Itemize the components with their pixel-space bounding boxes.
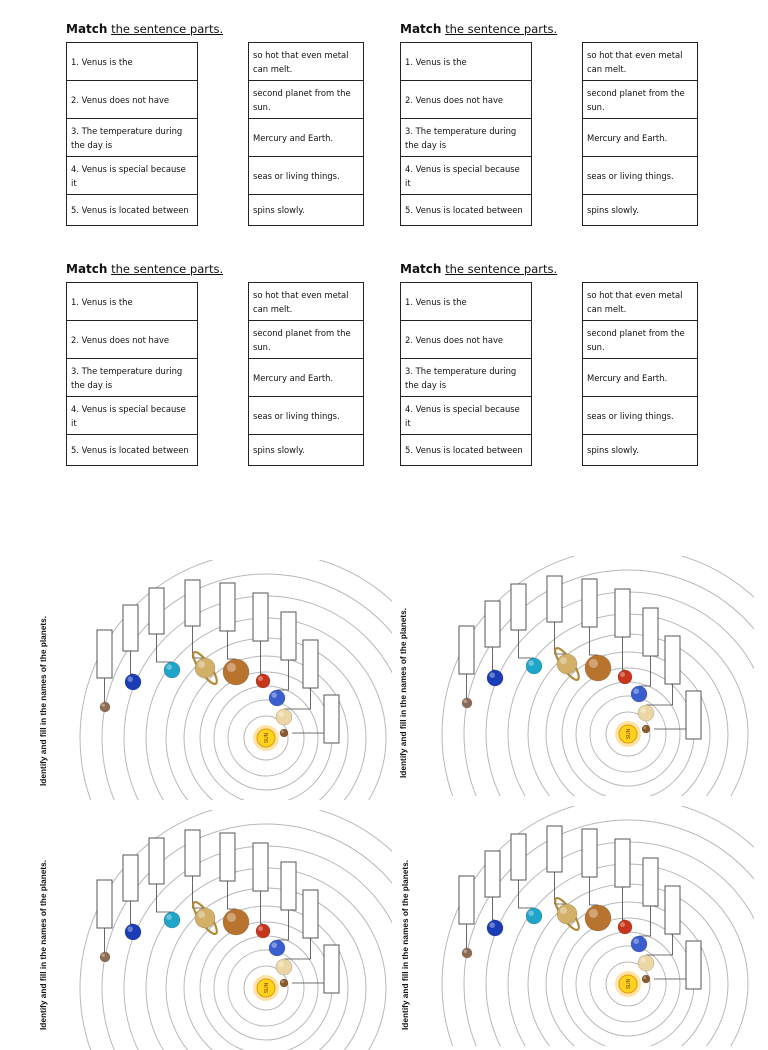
label-connector-line bbox=[519, 880, 535, 908]
planet-body bbox=[223, 659, 249, 685]
sentence-start-cell: 2. Venus does not have bbox=[67, 321, 198, 359]
neptune-planet bbox=[125, 674, 141, 690]
planet-body bbox=[100, 952, 110, 962]
planet-highlight bbox=[528, 660, 534, 666]
worksheet-title-rest: the sentence parts. bbox=[111, 262, 224, 276]
pluto-planet bbox=[100, 702, 110, 712]
planet-highlight bbox=[102, 704, 106, 708]
planet-body bbox=[638, 705, 654, 721]
label-connector-line bbox=[157, 634, 173, 662]
mercury-planet bbox=[642, 725, 650, 733]
planet-body bbox=[276, 709, 292, 725]
label-connector-line bbox=[131, 901, 134, 924]
solar-system-svg bbox=[384, 556, 754, 796]
planet-highlight bbox=[127, 926, 133, 932]
mercury-planet bbox=[642, 975, 650, 983]
planet-name-box[interactable] bbox=[547, 826, 562, 872]
earth-planet bbox=[631, 686, 647, 702]
planet-highlight bbox=[620, 672, 625, 677]
sentence-start-cell: 1. Venus is the bbox=[401, 43, 532, 81]
planet-highlight bbox=[278, 961, 284, 967]
planet-name-box[interactable] bbox=[281, 612, 296, 660]
sentence-start-cell: 3. The temperature during the day is bbox=[401, 359, 532, 397]
venus-planet bbox=[638, 955, 654, 971]
sentence-start-cell: 3. The temperature during the day is bbox=[67, 119, 198, 157]
planet-highlight bbox=[489, 672, 495, 678]
planet-name-box[interactable] bbox=[485, 851, 500, 897]
sentence-end-cell: seas or living things. bbox=[249, 157, 364, 195]
sentence-end-cell: second planet from the sun. bbox=[583, 321, 698, 359]
planet-highlight bbox=[198, 661, 205, 668]
sentence-start-cell: 1. Venus is the bbox=[401, 283, 532, 321]
earth-planet bbox=[631, 936, 647, 952]
planet-body bbox=[642, 975, 650, 983]
planet-highlight bbox=[643, 726, 646, 729]
diagram-instruction-caption: Identify and fill in the names of the planets. bbox=[398, 607, 408, 778]
planet-body bbox=[100, 702, 110, 712]
orbit-ring bbox=[508, 864, 748, 1046]
planet-body bbox=[462, 948, 472, 958]
planet-body bbox=[280, 979, 288, 987]
orbit-ring bbox=[146, 618, 386, 800]
planet-body bbox=[269, 690, 285, 706]
label-connector-line bbox=[493, 897, 496, 920]
worksheet-title-bold: Match bbox=[400, 22, 442, 36]
sun-label: SUN bbox=[264, 732, 270, 744]
planet-highlight bbox=[102, 954, 106, 958]
sentence-start-cell: 1. Venus is the bbox=[67, 283, 198, 321]
planet-highlight bbox=[227, 663, 236, 672]
label-connector-line bbox=[623, 637, 626, 670]
sentence-end-cell: spins slowly. bbox=[249, 435, 364, 466]
planet-body bbox=[280, 729, 288, 737]
venus-planet bbox=[638, 705, 654, 721]
sentence-end-cell: Mercury and Earth. bbox=[583, 119, 698, 157]
sentence-start-table bbox=[66, 282, 198, 466]
diagram-instruction-caption: Identify and fill in the names of the planets. bbox=[38, 615, 48, 786]
planet-highlight bbox=[560, 657, 567, 664]
planet-name-box[interactable] bbox=[185, 830, 200, 876]
neptune-planet bbox=[487, 670, 503, 686]
planet-highlight bbox=[271, 692, 277, 698]
diagram-instruction-caption: Identify and fill in the names of the planets. bbox=[400, 859, 410, 1030]
planet-body bbox=[618, 670, 632, 684]
planet-body bbox=[487, 920, 503, 936]
solar-system-svg bbox=[22, 560, 392, 800]
pluto-planet bbox=[462, 948, 472, 958]
sentence-end-cell: so hot that even metal can melt. bbox=[583, 43, 698, 81]
sentence-end-table bbox=[582, 42, 698, 226]
planet-name-box[interactable] bbox=[253, 593, 268, 641]
planet-name-box[interactable] bbox=[97, 880, 112, 928]
planet-name-box[interactable] bbox=[281, 862, 296, 910]
planet-name-box[interactable] bbox=[303, 640, 318, 688]
planet-body bbox=[585, 905, 611, 931]
planet-name-box[interactable] bbox=[686, 941, 701, 989]
planet-body bbox=[195, 658, 215, 678]
orbit-ring bbox=[464, 820, 754, 1046]
planet-highlight bbox=[198, 911, 205, 918]
planet-highlight bbox=[166, 914, 172, 920]
planet-name-box[interactable] bbox=[459, 626, 474, 674]
planet-name-box[interactable] bbox=[582, 579, 597, 627]
mars-planet bbox=[256, 674, 270, 688]
label-connector-line bbox=[493, 647, 496, 670]
planet-highlight bbox=[166, 664, 172, 670]
planet-name-box[interactable] bbox=[220, 583, 235, 631]
planet-name-box[interactable] bbox=[97, 630, 112, 678]
planet-body bbox=[276, 959, 292, 975]
planet-name-box[interactable] bbox=[547, 576, 562, 622]
planet-name-box[interactable] bbox=[149, 838, 164, 884]
sentence-start-cell: 4. Venus is special because it bbox=[67, 157, 198, 195]
planet-highlight bbox=[589, 659, 598, 668]
planet-name-box[interactable] bbox=[615, 589, 630, 637]
sun-label: SUN bbox=[626, 978, 632, 990]
sentence-start-cell: 2. Venus does not have bbox=[401, 321, 532, 359]
earth-planet bbox=[269, 940, 285, 956]
planet-name-box[interactable] bbox=[686, 691, 701, 739]
worksheet-title bbox=[400, 262, 557, 276]
planet-name-box[interactable] bbox=[665, 636, 680, 684]
sentence-start-cell: 5. Venus is located between bbox=[67, 195, 198, 226]
solar-system-diagram bbox=[384, 806, 754, 1046]
worksheet-title bbox=[400, 22, 557, 36]
neptune-planet bbox=[487, 920, 503, 936]
planet-body bbox=[631, 686, 647, 702]
planet-body bbox=[164, 662, 180, 678]
orbit-ring bbox=[102, 824, 392, 1050]
planet-name-box[interactable] bbox=[253, 843, 268, 891]
sentence-end-cell: so hot that even metal can melt. bbox=[249, 283, 364, 321]
jupiter-planet bbox=[585, 905, 611, 931]
orbit-ring bbox=[146, 868, 386, 1050]
planet-name-box[interactable] bbox=[185, 580, 200, 626]
diagram-instruction-caption: Identify and fill in the names of the planets. bbox=[38, 859, 48, 1030]
earth-planet bbox=[269, 690, 285, 706]
sentence-start-cell: 2. Venus does not have bbox=[67, 81, 198, 119]
planet-highlight bbox=[281, 980, 284, 983]
planet-name-box[interactable] bbox=[511, 834, 526, 880]
planet-highlight bbox=[464, 950, 468, 954]
planet-body bbox=[256, 924, 270, 938]
match-worksheet-top-right bbox=[400, 22, 740, 252]
sentence-end-table bbox=[582, 282, 698, 466]
planet-highlight bbox=[640, 957, 646, 963]
mercury-planet bbox=[280, 979, 288, 987]
sentence-end-cell: spins slowly. bbox=[249, 195, 364, 226]
worksheet-title-rest: the sentence parts. bbox=[445, 262, 558, 276]
sentence-end-cell: Mercury and Earth. bbox=[249, 359, 364, 397]
label-connector-line bbox=[467, 924, 468, 948]
match-worksheet-top-left bbox=[66, 22, 406, 252]
label-connector-line bbox=[105, 928, 106, 952]
label-connector-line bbox=[157, 884, 173, 912]
solar-system-diagram bbox=[384, 556, 754, 796]
orbit-ring bbox=[102, 574, 392, 800]
sentence-end-cell: so hot that even metal can melt. bbox=[583, 283, 698, 321]
uranus-planet bbox=[164, 662, 180, 678]
label-connector-line bbox=[467, 674, 468, 698]
uranus-planet bbox=[526, 658, 542, 674]
sentence-end-cell: spins slowly. bbox=[583, 195, 698, 226]
planet-name-box[interactable] bbox=[511, 584, 526, 630]
planet-highlight bbox=[560, 907, 567, 914]
sentence-start-cell: 4. Venus is special because it bbox=[401, 157, 532, 195]
worksheet-title-bold: Match bbox=[400, 262, 442, 276]
sentence-start-table bbox=[400, 42, 532, 226]
planet-name-box[interactable] bbox=[123, 855, 138, 901]
planet-highlight bbox=[528, 910, 534, 916]
orbit-ring bbox=[464, 570, 754, 796]
planet-highlight bbox=[589, 909, 598, 918]
planet-name-box[interactable] bbox=[615, 839, 630, 887]
label-connector-line bbox=[261, 641, 264, 674]
pluto-planet bbox=[100, 952, 110, 962]
label-connector-line bbox=[261, 891, 264, 924]
planet-body bbox=[557, 654, 577, 674]
sentence-end-table bbox=[248, 282, 364, 466]
planet-highlight bbox=[258, 926, 263, 931]
planet-name-box[interactable] bbox=[220, 833, 235, 881]
sentence-start-cell: 5. Venus is located between bbox=[401, 195, 532, 226]
solar-system-svg bbox=[384, 806, 754, 1046]
planet-name-box[interactable] bbox=[643, 858, 658, 906]
jupiter-planet bbox=[223, 659, 249, 685]
solar-system-svg bbox=[22, 810, 392, 1050]
uranus-planet bbox=[526, 908, 542, 924]
planet-highlight bbox=[620, 922, 625, 927]
venus-planet bbox=[276, 709, 292, 725]
sentence-start-cell: 3. The temperature during the day is bbox=[67, 359, 198, 397]
planet-body bbox=[618, 920, 632, 934]
solar-system-diagram bbox=[22, 560, 392, 800]
label-connector-line bbox=[131, 651, 134, 674]
sentence-start-cell: 3. The temperature during the day is bbox=[401, 119, 532, 157]
planet-name-box[interactable] bbox=[123, 605, 138, 651]
worksheet-title-bold: Match bbox=[66, 22, 108, 36]
sentence-start-table bbox=[400, 282, 532, 466]
planet-body bbox=[642, 725, 650, 733]
sentence-start-cell: 4. Venus is special because it bbox=[401, 397, 532, 435]
planet-body bbox=[195, 908, 215, 928]
planet-name-box[interactable] bbox=[582, 829, 597, 877]
planet-highlight bbox=[464, 700, 468, 704]
planet-body bbox=[125, 674, 141, 690]
planet-highlight bbox=[227, 913, 236, 922]
planet-body bbox=[526, 908, 542, 924]
sentence-end-cell: so hot that even metal can melt. bbox=[249, 43, 364, 81]
sentence-end-cell: Mercury and Earth. bbox=[583, 359, 698, 397]
label-connector-line bbox=[105, 678, 106, 702]
planet-body bbox=[526, 658, 542, 674]
sentence-end-cell: spins slowly. bbox=[583, 435, 698, 466]
sentence-end-table bbox=[248, 42, 364, 226]
planet-body bbox=[585, 655, 611, 681]
mercury-planet bbox=[280, 729, 288, 737]
planet-highlight bbox=[640, 707, 646, 713]
planet-name-box[interactable] bbox=[303, 890, 318, 938]
planet-highlight bbox=[489, 922, 495, 928]
planet-highlight bbox=[278, 711, 284, 717]
mars-planet bbox=[618, 670, 632, 684]
planet-name-box[interactable] bbox=[324, 695, 339, 743]
mars-planet bbox=[618, 920, 632, 934]
match-worksheet-bottom-left bbox=[66, 262, 406, 492]
planet-name-box[interactable] bbox=[485, 601, 500, 647]
worksheet-title bbox=[66, 262, 223, 276]
pluto-planet bbox=[462, 698, 472, 708]
planet-highlight bbox=[643, 976, 646, 979]
sentence-start-cell: 4. Venus is special because it bbox=[67, 397, 198, 435]
solar-system-diagram bbox=[22, 810, 392, 1050]
sentence-end-cell: seas or living things. bbox=[249, 397, 364, 435]
venus-planet bbox=[276, 959, 292, 975]
planet-name-box[interactable] bbox=[643, 608, 658, 656]
worksheet-title-bold: Match bbox=[66, 262, 108, 276]
planet-highlight bbox=[633, 938, 639, 944]
sun-label: SUN bbox=[626, 728, 632, 740]
planet-body bbox=[487, 670, 503, 686]
planet-highlight bbox=[281, 730, 284, 733]
planet-body bbox=[164, 912, 180, 928]
planet-name-box[interactable] bbox=[459, 876, 474, 924]
planet-highlight bbox=[633, 688, 639, 694]
sentence-end-cell: second planet from the sun. bbox=[583, 81, 698, 119]
label-connector-line bbox=[519, 630, 535, 658]
planet-body bbox=[557, 904, 577, 924]
planet-highlight bbox=[271, 942, 277, 948]
sentence-end-cell: seas or living things. bbox=[583, 397, 698, 435]
sentence-end-cell: Mercury and Earth. bbox=[249, 119, 364, 157]
match-worksheet-bottom-right bbox=[400, 262, 740, 492]
sentence-start-cell: 2. Venus does not have bbox=[401, 81, 532, 119]
planet-body bbox=[269, 940, 285, 956]
sentence-start-cell: 1. Venus is the bbox=[67, 43, 198, 81]
sentence-start-cell: 5. Venus is located between bbox=[67, 435, 198, 466]
planet-highlight bbox=[127, 676, 133, 682]
sentence-end-cell: second planet from the sun. bbox=[249, 321, 364, 359]
jupiter-planet bbox=[585, 655, 611, 681]
planet-body bbox=[125, 924, 141, 940]
sentence-end-cell: seas or living things. bbox=[583, 157, 698, 195]
planet-highlight bbox=[258, 676, 263, 681]
planet-body bbox=[223, 909, 249, 935]
worksheet-title-rest: the sentence parts. bbox=[111, 22, 224, 36]
planet-body bbox=[631, 936, 647, 952]
uranus-planet bbox=[164, 912, 180, 928]
mars-planet bbox=[256, 924, 270, 938]
planet-name-box[interactable] bbox=[149, 588, 164, 634]
label-connector-line bbox=[623, 887, 626, 920]
orbit-ring bbox=[508, 614, 748, 796]
jupiter-planet bbox=[223, 909, 249, 935]
planet-body bbox=[256, 674, 270, 688]
planet-name-box[interactable] bbox=[665, 886, 680, 934]
planet-body bbox=[462, 698, 472, 708]
sun-label: SUN bbox=[264, 982, 270, 994]
planet-name-box[interactable] bbox=[324, 945, 339, 993]
planet-body bbox=[638, 955, 654, 971]
worksheet-title-rest: the sentence parts. bbox=[445, 22, 558, 36]
sentence-start-table bbox=[66, 42, 198, 226]
neptune-planet bbox=[125, 924, 141, 940]
worksheet-title bbox=[66, 22, 223, 36]
sentence-start-cell: 5. Venus is located between bbox=[401, 435, 532, 466]
sentence-end-cell: second planet from the sun. bbox=[249, 81, 364, 119]
